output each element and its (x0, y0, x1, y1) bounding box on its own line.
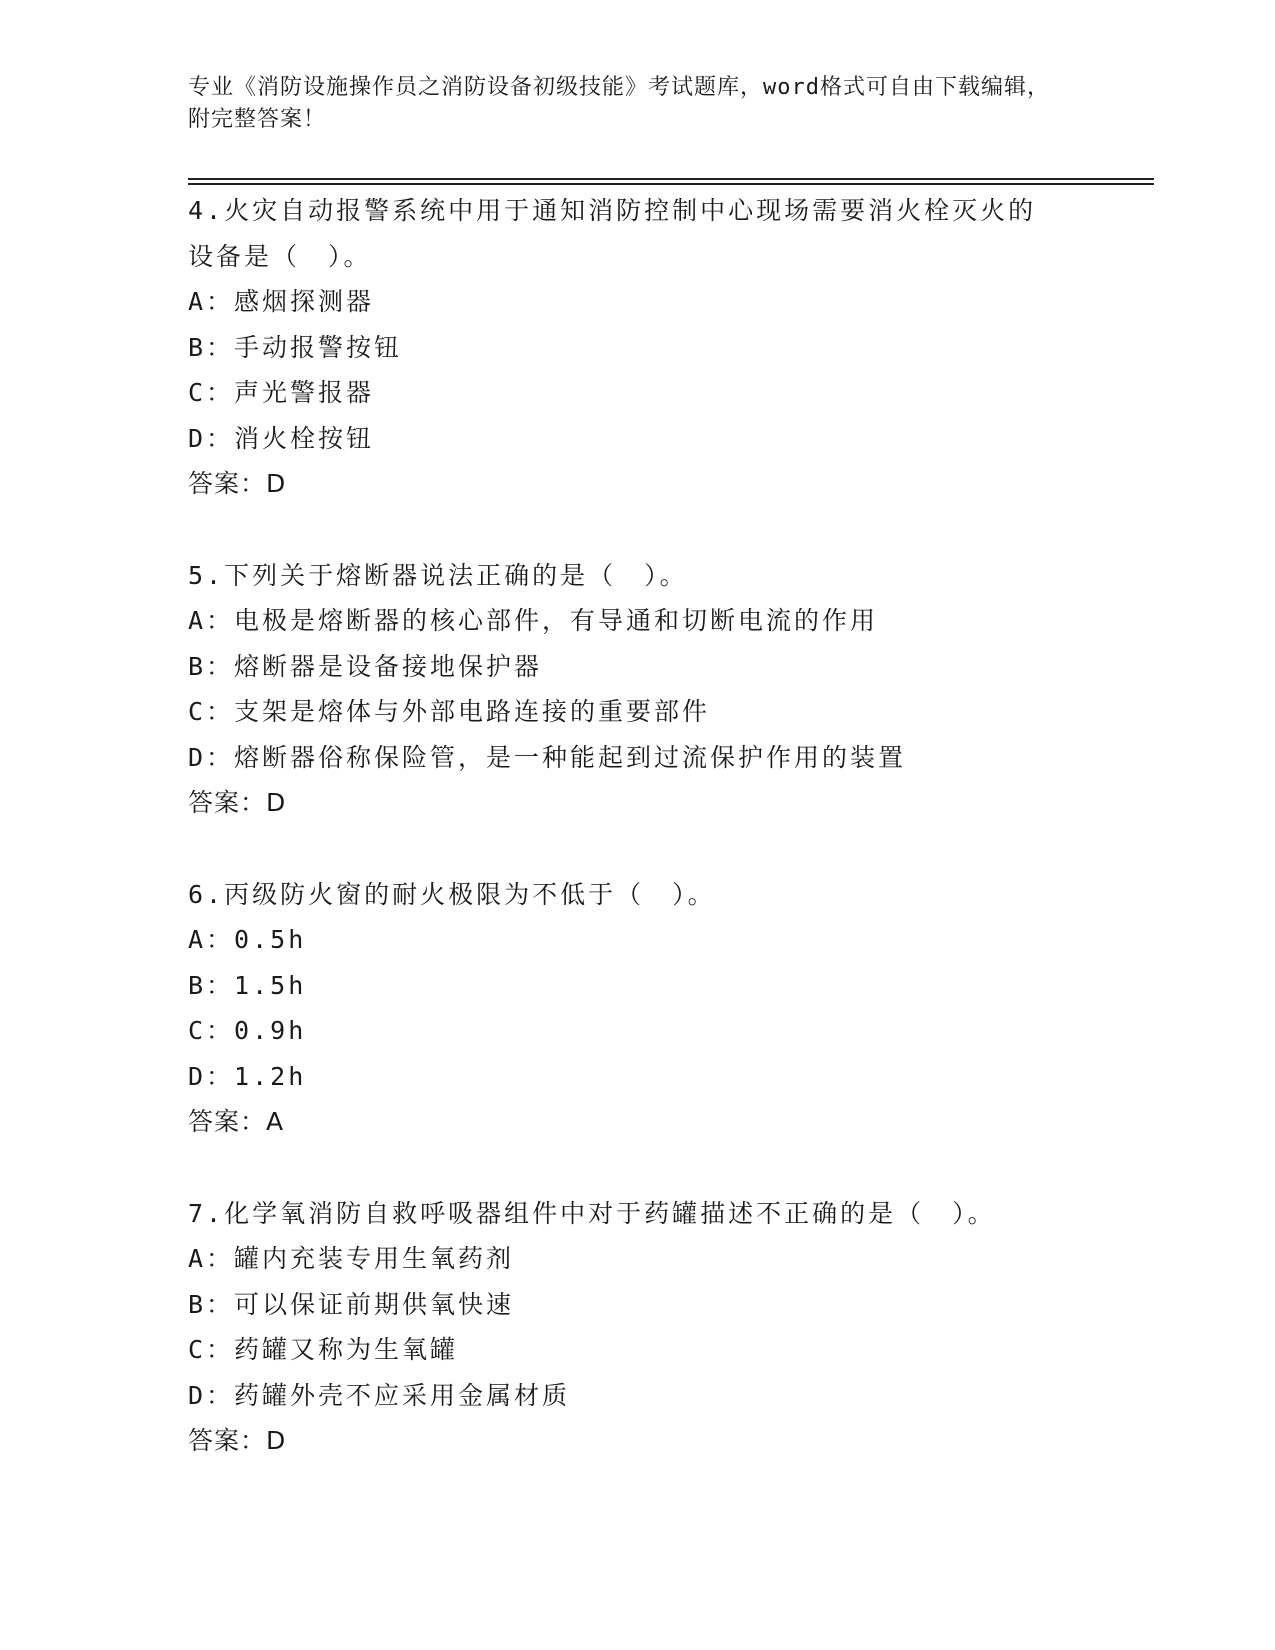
document-header: 专业《消防设施操作员之消防设备初级技能》考试题库，word格式可自由下载编辑，附完整答案！ (188, 75, 1050, 132)
option-a: A：0.5h (188, 925, 307, 954)
option-d: D：消火栓按钮 (188, 423, 375, 453)
question-4 (188, 188, 1088, 507)
question-5 (188, 553, 1088, 826)
question-stem: 7.化学氧消防自救呼吸器组件中对于药罐描述不正确的是（ ）。 (188, 1198, 996, 1228)
question-stem: 5.下列关于熔断器说法正确的是（ ）。 (188, 560, 688, 590)
option-b: B：可以保证前期供氧快速 (188, 1289, 515, 1319)
option-c: C：声光警报器 (188, 378, 375, 407)
answer-text: 答案：D (188, 1426, 287, 1455)
answer-text: 答案：D (188, 788, 287, 817)
option-b: B：1.5h (188, 970, 307, 1000)
answer-text: 答案：D (188, 469, 287, 498)
option-d: D：药罐外壳不应采用金属材质 (188, 1380, 571, 1410)
option-a: A：电极是熔断器的核心部件，有导通和切断电流的作用 (188, 606, 879, 635)
question-7 (188, 1191, 1088, 1464)
question-stem: 4.火灾自动报警系统中用于通知消防控制中心现场需要消火栓灭火的设备是（ ）。 (188, 196, 1037, 271)
header-divider-top (188, 178, 1154, 180)
option-b: B：手动报警按钮 (188, 332, 403, 362)
option-d: D：熔断器俗称保险管，是一种能起到过流保护作用的装置 (188, 742, 907, 772)
question-6 (188, 872, 1088, 1145)
option-d: D：1.2h (188, 1061, 307, 1091)
option-c: C：0.9h (188, 1016, 307, 1045)
header-divider-bottom (188, 183, 1154, 185)
option-c: C：支架是熔体与外部电路连接的重要部件 (188, 697, 711, 726)
option-b: B：熔断器是设备接地保护器 (188, 651, 543, 681)
question-stem: 6.丙级防火窗的耐火极限为不低于（ ）。 (188, 879, 716, 909)
option-a: A：感烟探测器 (188, 287, 375, 316)
option-c: C：药罐又称为生氧罐 (188, 1335, 459, 1364)
option-a: A：罐内充装专用生氧药剂 (188, 1244, 515, 1273)
answer-text: 答案：A (188, 1107, 285, 1136)
question-list (188, 188, 1088, 1510)
